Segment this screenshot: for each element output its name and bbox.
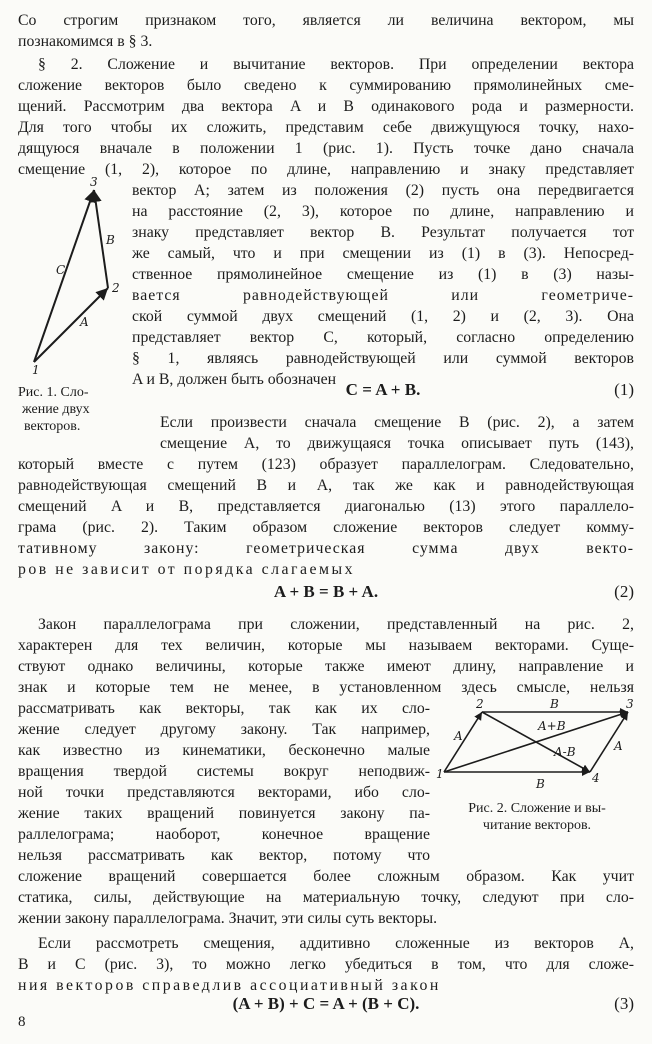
text-line: статика, силы, действующие на материальную точку, следуют при сло- — [18, 889, 634, 906]
text-line: нельзя рассматривать как вектор, потому что — [18, 847, 430, 864]
equation-number: (1) — [614, 380, 634, 399]
formula-text: C = A + B. — [345, 380, 421, 399]
text-line: равнодействующая смещений B и A, так же как и равнодействующая — [18, 477, 634, 494]
text-line: сложение вращений совершается более сложным образом. Как учит — [18, 868, 634, 885]
figure-1-triangle — [20, 176, 130, 376]
text-line: § 1, являясь равнодействующей или суммой векторов — [132, 350, 634, 367]
text-line: Для того чтобы их сложить, представим себе движущуюся точку, нахо- — [18, 119, 634, 136]
text-line: B и C (рис. 3), то можно легко убедиться в том, что для сложе- — [18, 956, 634, 973]
text-line: представляет вектор C, который, согласно определению — [132, 329, 634, 346]
figure-2-parallelogram — [436, 697, 636, 792]
text-line: Если рассмотреть смещения, аддитивно сложенные из векторов A, — [38, 935, 634, 952]
caption-line: читание векторов. — [482, 818, 592, 833]
text-line: рассматривать как векторы, так как их сло- — [18, 700, 430, 717]
text-line: же самый, что и при смещении из (1) в (3). Непосред- — [132, 245, 634, 262]
formula-text: A + B = B + A. — [273, 582, 379, 601]
page-number: 8 — [18, 1014, 26, 1030]
text-line: A и B, должен быть обозначен — [132, 371, 337, 388]
caption-line: жение двух — [22, 402, 90, 417]
section-heading-line: § 2. Сложение и вычитание векторов. При определении вектора — [38, 56, 634, 73]
diagonal-label: A-B — [554, 745, 576, 759]
text-line: смещение A, то движущаяся точка описывает путь (143), — [160, 435, 634, 452]
text-line: познакомимся в § 3. — [18, 33, 153, 50]
formula-2 — [18, 580, 634, 604]
text-line: Со строгим признаком того, является ли величина вектором, мы — [18, 12, 634, 29]
formula-text: (A + B) + C = A + (B + C). — [232, 994, 420, 1013]
vector-label: C — [56, 263, 66, 277]
figure-1-caption — [18, 384, 90, 435]
vector-label: B — [536, 777, 545, 791]
vector-label: A — [614, 739, 623, 753]
figure-2-caption — [442, 800, 632, 834]
text-line: Закон параллелограма при сложении, представленный на рис. 2, — [38, 616, 634, 633]
caption-line: векторов. — [24, 419, 81, 434]
diagonal-difference — [482, 712, 590, 772]
point-label: 4 — [592, 771, 600, 785]
vector-label: B — [106, 233, 115, 247]
text-line: характерен для тех величин, которые мы называем векторами. Суще- — [18, 637, 634, 654]
text-line: ров не зависит от порядка слагаемых — [18, 561, 356, 578]
point-label: 2 — [476, 697, 484, 711]
equation-number: (3) — [614, 994, 634, 1013]
text-line: сложение векторов было сведено к суммированию прямолинейных сме- — [18, 77, 634, 94]
text-line: жение таких вращений повинуется закону па- — [18, 805, 430, 822]
text-line: на расстояние (2, 3), которое по длине, направлению и — [132, 203, 634, 220]
text-line: знак и которые тем не менее, в установленном здесь смысле, нельзя — [18, 679, 634, 696]
text-line: ственное прямолинейное смещение из (1) в (3) назы- — [132, 266, 634, 283]
text-line: раллелограма; наоборот, конечное вращение — [18, 826, 430, 843]
point-label: 2 — [112, 281, 120, 295]
text-line: который вместе с путем (123) образует параллелограм. Следовательно, — [18, 456, 634, 473]
vector-label: A — [454, 729, 463, 743]
text-line: вектор A; затем из положения (2) пусть она передвигается — [132, 182, 634, 199]
point-label: 3 — [626, 697, 634, 711]
formula-3 — [18, 992, 634, 1016]
vector-label: B — [550, 697, 559, 711]
text-line: ния векторов справедлив ассоциативный закон — [18, 977, 441, 994]
vector-a-left — [444, 712, 482, 772]
equation-number: (2) — [614, 582, 634, 601]
text-line: как известно из кинематики, бесконечно малые — [18, 742, 430, 759]
caption-line: Рис. 1. Сло- — [18, 385, 89, 400]
vector-label: A — [80, 315, 89, 329]
vector-a-line — [34, 288, 108, 362]
text-line: ствуют однако величины, которые также имеют длину, направление и — [18, 658, 634, 675]
point-label: 3 — [90, 175, 98, 189]
point-label: 1 — [436, 767, 444, 781]
text-line: вается равнодействующей или геометриче- — [132, 287, 634, 304]
point-label: 1 — [32, 363, 40, 377]
text-line: дящуюся вначале в положении 1 (рис. 1). Пусть точке дано сначала — [18, 140, 634, 157]
text-line: ской суммой двух смещений (1, 2) и (2, 3). Она — [132, 308, 634, 325]
text-line: жение следует другому закону. Так например, — [18, 721, 430, 738]
text-line: Если произвести сначала смещение B (рис. 2), а затем — [160, 414, 634, 431]
caption-line: Рис. 2. Сложение и вы- — [468, 801, 606, 816]
text-line: жении закону параллелограма. Значит, эти силы суть векторы. — [18, 910, 438, 927]
text-line: смещений A и B, представляется диагональю (13) этого параллело- — [18, 498, 634, 515]
text-line: ной точки представляются векторами, ибо сло- — [18, 784, 430, 801]
text-line: щений. Рассмотрим два вектора A и B одинакового рода и размерности. — [18, 98, 634, 115]
text-line: вращения твердой системы вокруг неподвиж- — [18, 763, 430, 780]
text-line: грама (рис. 2). Таким образом сложение векторов следует комму- — [18, 519, 634, 536]
formula-1 — [132, 378, 634, 402]
diagonal-label: A+B — [538, 719, 566, 733]
text-line: тативному закону: геометрическая сумма двух векто- — [18, 540, 634, 557]
text-line: знаку представляет вектор B. Результат получается тот — [132, 224, 634, 241]
text-line: смещение (1, 2), которое по длине, направлению и знаку представляет — [18, 161, 634, 178]
